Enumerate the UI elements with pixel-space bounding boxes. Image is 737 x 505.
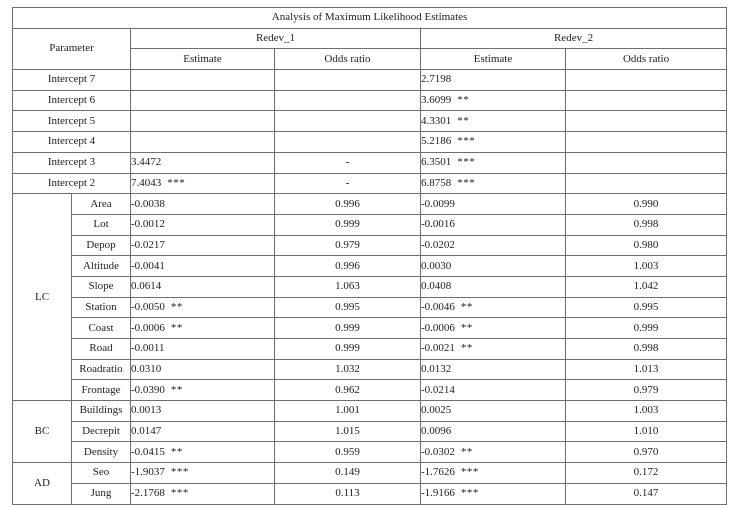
estimate-value: -0.0099 [421, 197, 455, 210]
redev-1-odds-cell: 1.063 [275, 276, 421, 297]
redev-2-estimate-cell [421, 152, 566, 173]
redev-1-estimate-cell [131, 214, 275, 235]
redev-2-odds-cell: 0.980 [566, 235, 727, 256]
estimate-value: 5.2186 [421, 135, 452, 148]
significance-stars: ** [170, 300, 183, 313]
redev-2-estimate-cell [421, 235, 566, 256]
redev-1-estimate-cell [131, 442, 275, 463]
table-row [13, 173, 727, 194]
significance-stars: ** [460, 321, 473, 334]
title-row [13, 8, 727, 29]
estimate-value: 3.6099 [421, 94, 452, 107]
significance-stars: *** [170, 466, 189, 479]
intercept-label: Intercept 6 [13, 90, 131, 111]
redev-1-odds-cell: 0.995 [275, 297, 421, 318]
significance-stars: *** [460, 487, 479, 500]
redev-1-estimate-cell [131, 111, 275, 132]
redev-2-estimate-cell [421, 463, 566, 484]
redev-2-estimate-cell [421, 421, 566, 442]
redev-2-odds-cell: 0.970 [566, 442, 727, 463]
redev-1-odds-cell: - [275, 173, 421, 194]
redev-1-odds-cell [275, 70, 421, 91]
estimate-value: -0.0041 [131, 259, 165, 272]
parameter-header: Parameter [13, 28, 131, 69]
redev-2-estimate-cell [421, 111, 566, 132]
variable-label: Lot [72, 214, 131, 235]
redev-2-odds-cell [566, 173, 727, 194]
significance-stars: ** [460, 445, 473, 458]
redev-1-odds-cell: - [275, 152, 421, 173]
redev-2-odds-header: Odds ratio [566, 49, 727, 70]
variable-label: Jung [72, 483, 131, 504]
redev-2-estimate-cell [421, 442, 566, 463]
redev-2-estimate-cell [421, 359, 566, 380]
group-header-row [13, 28, 727, 49]
table-row [13, 111, 727, 132]
table-row [13, 297, 727, 318]
redev-2-odds-cell: 1.013 [566, 359, 727, 380]
significance-stars: *** [457, 176, 476, 189]
redev-1-odds-cell: 1.032 [275, 359, 421, 380]
estimate-value: -1.9166 [421, 487, 455, 500]
variable-label: Frontage [72, 380, 131, 401]
estimate-value: 0.0025 [421, 404, 452, 417]
redev-2-estimate-cell [421, 401, 566, 422]
redev-1-estimate-cell [131, 359, 275, 380]
redev-2-odds-cell: 1.003 [566, 401, 727, 422]
estimate-value: 0.0096 [421, 425, 452, 438]
estimate-value: -0.0202 [421, 238, 455, 251]
estimate-value: -1.9037 [131, 466, 165, 479]
redev-1-odds-cell: 0.979 [275, 235, 421, 256]
estimate-value: -0.0415 [131, 445, 165, 458]
redev-1-odds-header: Odds ratio [275, 49, 421, 70]
estimate-value: 0.0614 [131, 280, 162, 293]
redev-1-estimate-cell [131, 276, 275, 297]
table-row [13, 483, 727, 504]
variable-label: Decrepit [72, 421, 131, 442]
mle-table-body [13, 8, 727, 505]
significance-stars: ** [457, 114, 470, 127]
variable-label: Slope [72, 276, 131, 297]
redev-2-estimate-cell [421, 297, 566, 318]
redev-2-odds-cell: 0.995 [566, 297, 727, 318]
redev-2-estimate-cell [421, 194, 566, 215]
estimate-value: 0.0408 [421, 280, 452, 293]
redev-2-odds-cell [566, 152, 727, 173]
redev-1-odds-cell [275, 132, 421, 153]
significance-stars: *** [457, 156, 476, 169]
estimate-value: 0.0147 [131, 425, 162, 438]
variable-label: Station [72, 297, 131, 318]
redev-2-odds-cell: 0.147 [566, 483, 727, 504]
redev-2-odds-cell: 0.990 [566, 194, 727, 215]
redev-1-estimate-cell [131, 483, 275, 504]
intercept-label: Intercept 3 [13, 152, 131, 173]
redev-2-estimate-cell [421, 173, 566, 194]
table-row [13, 70, 727, 91]
redev-2-estimate-cell [421, 483, 566, 504]
redev-1-estimate-cell [131, 463, 275, 484]
estimate-value: -0.0038 [131, 197, 165, 210]
significance-stars: ** [170, 445, 183, 458]
redev-2-odds-cell: 0.172 [566, 463, 727, 484]
variable-label: Seo [72, 463, 131, 484]
significance-stars: ** [460, 300, 473, 313]
redev-2-estimate-cell [421, 276, 566, 297]
group-label-bc: BC [13, 401, 72, 463]
estimate-value: -0.0016 [421, 218, 455, 231]
redev-1-header: Redev_1 [131, 28, 421, 49]
redev-1-odds-cell: 0.959 [275, 442, 421, 463]
variable-label: Density [72, 442, 131, 463]
table-row [13, 256, 727, 277]
estimate-value: -0.0012 [131, 218, 165, 231]
redev-1-estimate-cell [131, 173, 275, 194]
estimate-value: -2.1768 [131, 487, 165, 500]
redev-2-odds-cell: 1.010 [566, 421, 727, 442]
redev-1-estimate-cell [131, 380, 275, 401]
redev-1-estimate-cell [131, 297, 275, 318]
estimate-value: -0.0046 [421, 300, 455, 313]
estimate-value: 0.0030 [421, 259, 452, 272]
table-row [13, 276, 727, 297]
redev-1-estimate-cell [131, 401, 275, 422]
redev-2-estimate-cell [421, 339, 566, 360]
estimate-value: -0.0006 [131, 321, 165, 334]
table-row [13, 339, 727, 360]
estimate-value: -0.0390 [131, 383, 165, 396]
variable-label: Area [72, 194, 131, 215]
estimate-value: -0.0021 [421, 342, 455, 355]
intercept-label: Intercept 4 [13, 132, 131, 153]
redev-1-odds-cell: 0.999 [275, 214, 421, 235]
estimate-value: -0.0217 [131, 238, 165, 251]
redev-1-estimate-cell [131, 318, 275, 339]
table-row [13, 421, 727, 442]
variable-label: Altitude [72, 256, 131, 277]
estimate-value: 3.4472 [131, 156, 162, 169]
redev-1-odds-cell: 0.962 [275, 380, 421, 401]
table-row [13, 463, 727, 484]
redev-1-odds-cell: 0.996 [275, 194, 421, 215]
significance-stars: ** [457, 94, 470, 107]
table-row [13, 90, 727, 111]
redev-2-odds-cell [566, 132, 727, 153]
redev-2-odds-cell [566, 90, 727, 111]
redev-1-estimate-cell [131, 256, 275, 277]
redev-2-odds-cell [566, 111, 727, 132]
redev-1-estimate-header: Estimate [131, 49, 275, 70]
estimate-value: -0.0302 [421, 445, 455, 458]
estimate-value: 6.3501 [421, 156, 452, 169]
table-row [13, 318, 727, 339]
redev-2-odds-cell: 0.998 [566, 339, 727, 360]
redev-1-odds-cell [275, 90, 421, 111]
redev-2-estimate-cell [421, 214, 566, 235]
estimate-value: 7.4043 [131, 176, 162, 189]
significance-stars: ** [170, 383, 183, 396]
estimate-value: 0.0132 [421, 363, 452, 376]
table-row [13, 194, 727, 215]
redev-1-odds-cell: 1.015 [275, 421, 421, 442]
table-row [13, 401, 727, 422]
variable-label: Coast [72, 318, 131, 339]
estimate-value: 4.3301 [421, 114, 452, 127]
redev-1-estimate-cell [131, 152, 275, 173]
redev-2-odds-cell: 1.042 [566, 276, 727, 297]
significance-stars: ** [460, 342, 473, 355]
table-row [13, 214, 727, 235]
estimate-value: 2.7198 [421, 73, 452, 86]
estimate-value: -1.7626 [421, 466, 455, 479]
redev-1-estimate-cell [131, 235, 275, 256]
table-row [13, 380, 727, 401]
redev-2-odds-cell [566, 70, 727, 91]
redev-2-estimate-header: Estimate [421, 49, 566, 70]
significance-stars: *** [460, 466, 479, 479]
redev-2-header: Redev_2 [421, 28, 727, 49]
table-row [13, 442, 727, 463]
estimate-value: 0.0013 [131, 404, 162, 417]
redev-1-estimate-cell [131, 339, 275, 360]
intercept-label: Intercept 7 [13, 70, 131, 91]
table-row [13, 132, 727, 153]
variable-label: Roadratio [72, 359, 131, 380]
redev-2-estimate-cell [421, 256, 566, 277]
significance-stars: *** [170, 487, 189, 500]
redev-2-odds-cell: 1.003 [566, 256, 727, 277]
redev-1-estimate-cell [131, 194, 275, 215]
estimate-value: 0.0310 [131, 363, 162, 376]
redev-1-odds-cell: 0.999 [275, 318, 421, 339]
estimate-value: -0.0050 [131, 300, 165, 313]
redev-1-odds-cell: 1.001 [275, 401, 421, 422]
variable-label: Road [72, 339, 131, 360]
redev-2-odds-cell: 0.999 [566, 318, 727, 339]
table-row [13, 359, 727, 380]
redev-1-estimate-cell [131, 421, 275, 442]
redev-2-odds-cell: 0.998 [566, 214, 727, 235]
redev-2-estimate-cell [421, 90, 566, 111]
redev-2-estimate-cell [421, 132, 566, 153]
significance-stars: ** [170, 321, 183, 334]
variable-label: Buildings [72, 401, 131, 422]
group-label-ad: AD [13, 463, 72, 504]
mle-table [12, 7, 727, 505]
table-row [13, 235, 727, 256]
significance-stars: *** [457, 135, 476, 148]
redev-1-odds-cell: 0.996 [275, 256, 421, 277]
intercept-label: Intercept 5 [13, 111, 131, 132]
table-title: Analysis of Maximum Likelihood Estimates [13, 8, 727, 29]
redev-1-odds-cell [275, 111, 421, 132]
estimate-value: 6.8758 [421, 176, 452, 189]
redev-1-estimate-cell [131, 70, 275, 91]
table-row [13, 152, 727, 173]
redev-1-estimate-cell [131, 90, 275, 111]
redev-1-odds-cell: 0.149 [275, 463, 421, 484]
variable-label: Depop [72, 235, 131, 256]
redev-2-estimate-cell [421, 318, 566, 339]
significance-stars: *** [167, 176, 186, 189]
estimate-value: -0.0006 [421, 321, 455, 334]
redev-2-estimate-cell [421, 70, 566, 91]
estimate-value: -0.0214 [421, 383, 455, 396]
redev-2-odds-cell: 0.979 [566, 380, 727, 401]
intercept-label: Intercept 2 [13, 173, 131, 194]
estimate-value: -0.0011 [131, 342, 165, 355]
redev-1-odds-cell: 0.999 [275, 339, 421, 360]
group-label-lc: LC [13, 194, 72, 401]
redev-1-estimate-cell [131, 132, 275, 153]
redev-2-estimate-cell [421, 380, 566, 401]
redev-1-odds-cell: 0.113 [275, 483, 421, 504]
